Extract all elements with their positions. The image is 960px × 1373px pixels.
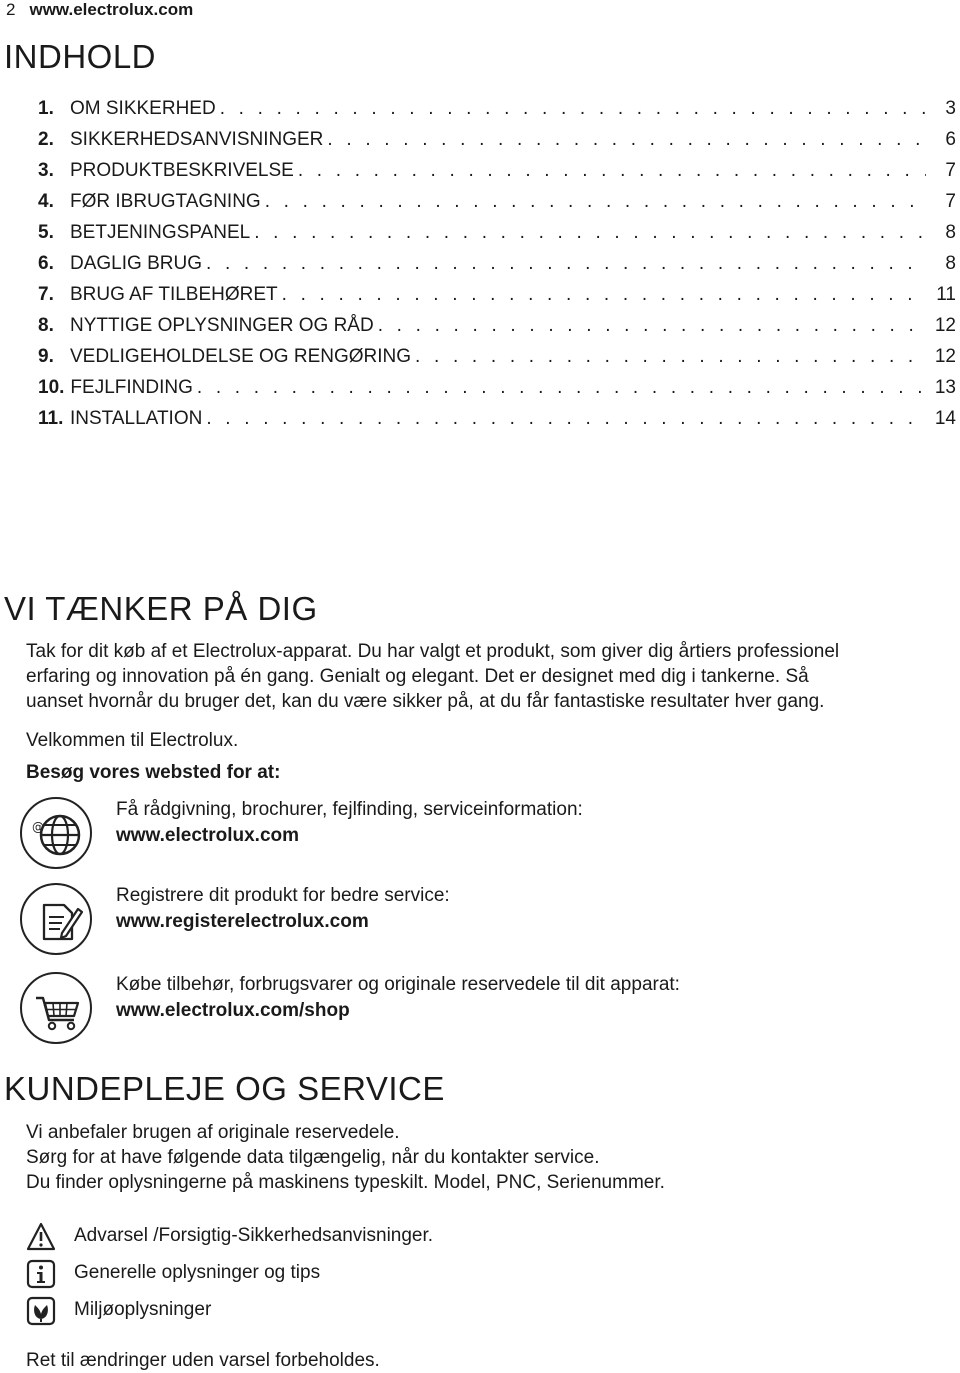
- toc-item[interactable]: 4. FØR IBRUGTAGNING . . . 7: [38, 191, 956, 222]
- toc-item[interactable]: 3. PRODUKTBESKRIVELSE . . . 7: [38, 160, 956, 191]
- legend-warning: [26, 1222, 926, 1256]
- toc-item[interactable]: 10. FEJLFINDING . . . 13: [38, 377, 956, 408]
- shopping-cart-icon: [20, 972, 92, 1044]
- toc-item[interactable]: 5. BETJENINGSPANEL . . . 8: [38, 222, 956, 253]
- globe-icon: [20, 797, 92, 869]
- visit-heading: Besøg vores websted for at:: [26, 762, 281, 783]
- link-row-register: [20, 883, 950, 963]
- legend-label: Miljøoplysninger: [74, 1299, 212, 1320]
- thinking-heading: VI TÆNKER PÅ DIG: [4, 590, 318, 627]
- link-row-advice: [20, 797, 950, 877]
- link-description: Få rådgivning, brochurer, fejlfinding, serviceinformation:: [116, 799, 583, 820]
- toc-item-page: 3: [945, 98, 956, 119]
- legend-label: Generelle oplysninger og tips: [74, 1262, 321, 1283]
- toc-item-title: BRUG AF TILBEHØRET: [70, 284, 278, 305]
- toc-item-page: 14: [934, 408, 956, 429]
- intro-line: erfaring og innovation på én gang. Genialt og elegant. Det er designet med dig i tankerne. Så: [26, 666, 809, 687]
- toc-leader: [206, 408, 926, 430]
- intro-line: Tak for dit køb af et Electrolux-apparat. Du har valgt et produkt, som giver dig årtiers professionel: [26, 641, 840, 662]
- link-description: Registrere dit produkt for bedre service:: [116, 885, 450, 906]
- intro-paragraph: [26, 639, 956, 714]
- toc-leader: [220, 98, 926, 120]
- care-line: Vi anbefaler brugen af originale reservedele.: [26, 1122, 400, 1143]
- toc-leader: [415, 346, 926, 368]
- toc-leader: [327, 129, 926, 151]
- toc-item-title: FØR IBRUGTAGNING: [70, 191, 261, 212]
- care-line: Sørg for at have følgende data tilgængelig, når du kontakter service.: [26, 1147, 600, 1168]
- legend-environment: [26, 1296, 926, 1330]
- toc-item[interactable]: 11. INSTALLATION . . . 14: [38, 408, 956, 439]
- link-url[interactable]: www.registerelectrolux.com: [116, 911, 369, 932]
- toc-item-title: NYTTIGE OPLYSNINGER OG RÅD: [70, 315, 374, 336]
- link-row-shop: [20, 972, 950, 1052]
- toc-leader: [265, 191, 926, 213]
- toc-item-page: 8: [945, 222, 956, 243]
- warning-icon: [26, 1222, 56, 1252]
- page-number: 2: [6, 0, 16, 19]
- toc-leader: [197, 377, 926, 399]
- intro-line: uanset hvornår du bruger det, kan du være sikker på, at du får fantastiske resultater hver gang.: [26, 691, 825, 712]
- environment-icon: [26, 1296, 56, 1326]
- toc-item-title: OM SIKKERHED: [70, 98, 216, 119]
- toc-leader: [282, 284, 926, 306]
- care-heading: KUNDEPLEJE OG SERVICE: [4, 1070, 445, 1107]
- toc-item-page: 13: [934, 377, 956, 398]
- care-paragraph: [26, 1120, 956, 1195]
- toc-item[interactable]: 7. BRUG AF TILBEHØRET . . . 11: [38, 284, 956, 315]
- toc-heading: INDHOLD: [4, 38, 157, 75]
- toc-item-page: 12: [934, 315, 956, 336]
- toc-item-title: VEDLIGEHOLDELSE OG RENGØRING: [70, 346, 412, 367]
- legend-info: [26, 1259, 926, 1293]
- welcome-text: Velkommen til Electrolux.: [26, 730, 239, 751]
- toc-item-page: 7: [945, 160, 956, 181]
- svg-text:@: @: [32, 820, 44, 834]
- toc-item-title: BETJENINGSPANEL: [70, 222, 251, 243]
- toc-item-title: SIKKERHEDSANVISNINGER: [70, 129, 324, 150]
- site-link[interactable]: www.electrolux.com: [29, 0, 194, 19]
- link-url[interactable]: www.electrolux.com/shop: [116, 1000, 350, 1021]
- page-header: [6, 0, 193, 20]
- care-line: Du finder oplysningerne på maskinens typeskilt. Model, PNC, Serienummer.: [26, 1172, 665, 1193]
- footer-note: Ret til ændringer uden varsel forbeholdes.: [26, 1350, 380, 1371]
- toc-item-title: DAGLIG BRUG: [70, 253, 202, 274]
- toc-item-page: 12: [934, 346, 956, 367]
- toc-item-page: 11: [936, 284, 956, 305]
- toc-item-title: PRODUKTBESKRIVELSE: [70, 160, 294, 181]
- toc-item[interactable]: 9. VEDLIGEHOLDELSE OG RENGØRING . . . 12: [38, 346, 956, 377]
- toc-item-page: 6: [945, 129, 956, 150]
- table-of-contents: [38, 98, 956, 439]
- toc-item-page: 8: [945, 253, 956, 274]
- toc-item[interactable]: 1. OM SIKKERHED . . . 3: [38, 98, 956, 129]
- toc-leader: [378, 315, 926, 337]
- toc-item[interactable]: 8. NYTTIGE OPLYSNINGER OG RÅD . . . 12: [38, 315, 956, 346]
- toc-item-page: 7: [945, 191, 956, 212]
- legend-label: Advarsel /Forsigtig-Sikkerhedsanvisninger.: [74, 1225, 434, 1246]
- info-icon: [26, 1259, 56, 1289]
- toc-item[interactable]: 2. SIKKERHEDSANVISNINGER . . . 6: [38, 129, 956, 160]
- toc-item-title: FEJLFINDING: [70, 377, 193, 398]
- toc-leader: [254, 222, 926, 244]
- toc-item[interactable]: 6. DAGLIG BRUG . . . 8: [38, 253, 956, 284]
- link-description: Købe tilbehør, forbrugsvarer og originale reservedele til dit apparat:: [116, 974, 680, 995]
- register-icon: [20, 883, 92, 955]
- toc-leader: [298, 160, 926, 182]
- link-url[interactable]: www.electrolux.com: [116, 825, 300, 846]
- toc-leader: [206, 253, 926, 275]
- toc-item-title: INSTALLATION: [70, 408, 203, 429]
